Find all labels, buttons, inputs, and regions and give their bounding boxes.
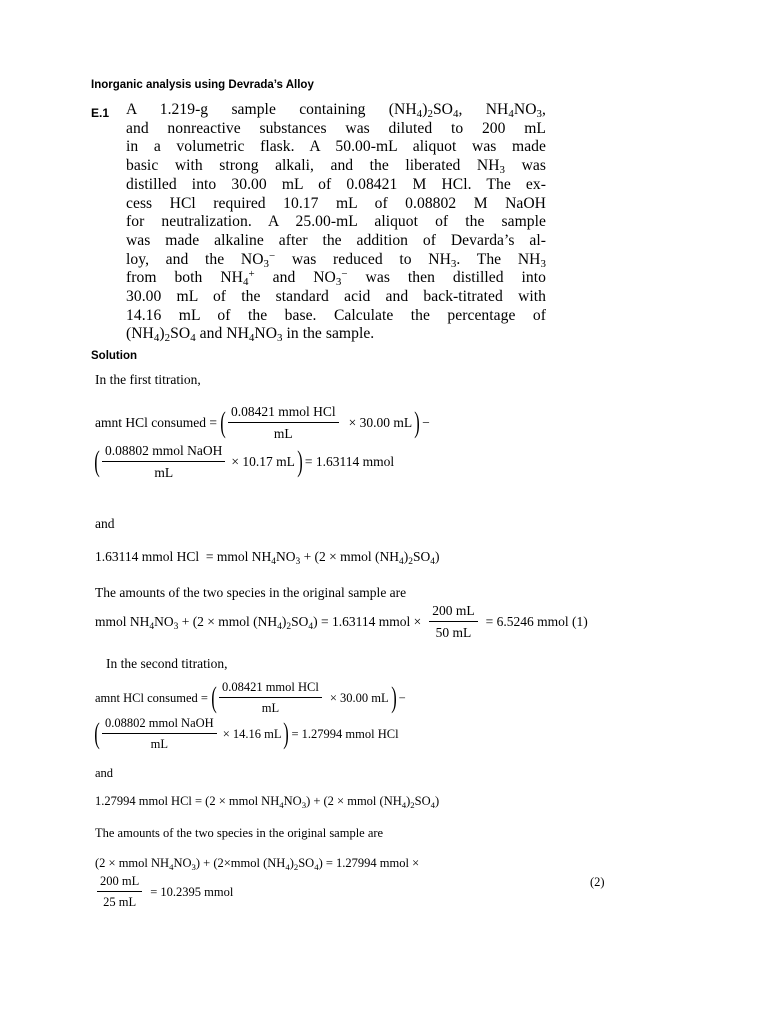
fraction-numerator: 0.08421 mmol HCl [228,404,339,423]
and-text: and [95,766,114,780]
fraction-numerator: 200 mL [97,874,142,892]
equation-result: = 6.5246 mmol (1) [485,614,588,629]
equation-result: = 10.2395 mmol [150,884,234,899]
first-amounts-equation [95,603,588,641]
problem-line: 30.00 mL of the standard acid and back-titrated with [126,288,546,306]
second-amounts-ratio [97,874,233,910]
fraction-numerator: 0.08421 mmol HCl [219,680,322,698]
equation-lhs: amnt HCl consumed = [95,690,208,705]
first-hcl-consumed-equation: amnt HCl consumed = ( $\frac{\text{0.08421 mmol HCl}}{mL}$ × 30.00 mL ) − [95,404,430,441]
problem-line: and nonreactive substances was diluted to 200 mL [126,119,546,137]
fraction-denominator: mL [150,737,169,751]
naoh-volume-term: × 10.17 mL [231,454,295,469]
hcl-volume-term: × 30.00 mL [329,690,389,705]
equation-result: = 1.63114 mmol [304,454,395,469]
problem-line: from both $NH_4^+$ and $NO_3^-$ was then distilled into [126,268,546,289]
second-naoh-term-equation: ( $\frac{\text{0.08802 mmol NaOH}}{mL}$ × 14.16 mL ) = 1.27994 mmol HCl [94,716,399,751]
problem-statement [126,101,546,344]
problem-line: distilled into 30.00 mL of 0.08421 M HCl. The ex- [126,175,546,193]
first-mole-balance-equation: 1.63114 mmol HCl = mmol $NH_4NO_3 + (2$ × mmol $(NH_4)_2SO_4$) [95,549,440,567]
volume-ratio-fraction [97,874,142,910]
minus-sign: − [422,415,430,430]
problem-line: in a volumetric flask. A 50.00-mL aliquot was made [126,138,546,156]
fraction-numerator: 0.08802 mmol NaOH [102,443,225,462]
fraction-denominator: 50 mL [435,625,472,640]
equation-number: (2) [590,875,605,889]
naoh-volume-term: × 14.16 mL [222,726,282,741]
second-titration-intro: In the second titration, [106,656,228,671]
hcl-volume-term: × 30.00 mL [348,415,413,430]
fraction-denominator: mL [273,426,293,441]
naoh-concentration-fraction [102,443,225,481]
document-heading: Inorganic analysis using Devrada’s Alloy [91,79,314,91]
second-hcl-consumed-equation: amnt HCl consumed = ( $\frac{\text{0.08421 mmol HCl}}{mL}$ × 30.00 mL ) − [95,680,406,715]
equation-result: = 1.27994 mmol HCl [291,726,399,741]
fraction-denominator: mL [154,465,174,480]
hcl-concentration-fraction [228,404,339,442]
fraction-denominator: mL [261,701,280,715]
naoh-concentration-fraction [102,716,217,752]
problem-line: loy, and the $NO_3^-$ was reduced to $NH_3$. The $NH_3$ [126,249,546,270]
and-text: and [95,516,115,531]
equation-lhs: amnt HCl consumed = [95,415,217,430]
second-mole-balance-equation: 1.27994 mmol HCl = (2 × mmol $NH_4NO_3) + (2$ × mmol $(NH_4)_2SO_4$) [95,794,440,810]
fraction-numerator: 0.08802 mmol NaOH [102,716,217,734]
problem-line: A 1.219-g sample containing $(NH_4)_2SO_4$, $NH_4NO_3$, [126,101,546,120]
problem-line: basic with strong alkali, and the liberated $NH_3$ was [126,157,546,177]
second-amounts-intro: The amounts of the two species in the original sample are [95,826,384,840]
equation-lhs: mmol $NH_4NO_3 + (2$ × mmol $(NH_4)_2SO_4) = 1.63114$ mmol × [95,614,422,632]
second-amounts-equation: (2 × mmol $NH_4NO_3$) + (2×mmol $(NH_4)_2SO_4) = 1.27994$ mmol × [95,856,420,872]
first-amounts-intro: The amounts of the two species in the original sample are [95,585,407,600]
fraction-numerator: 200 mL [429,603,477,622]
minus-sign: − [398,690,406,705]
problem-line: 14.16 mL of the base. Calculate the percentage of [126,306,546,324]
solution-label: Solution [91,350,137,362]
problem-line: was made alkaline after the addition of Devarda’s al- [126,231,546,249]
problem-label: E.1 [91,106,110,120]
fraction-denominator: 25 mL [103,895,137,909]
problem-line: $(NH_4)_2SO_4$ and $NH_4NO_3$ in the sample. [126,325,375,345]
hcl-concentration-fraction [219,680,322,716]
volume-ratio-fraction [429,603,477,641]
first-naoh-term-equation: ( $\frac{\text{0.08802 mmol NaOH}}{mL}$ × 10.17 mL ) = 1.63114 mmol [94,443,395,480]
problem-line: for neutralization. A 25.00-mL aliquot of the sample [126,213,546,231]
first-titration-intro: In the first titration, [95,372,201,387]
problem-line: cess HCl required 10.17 mL of 0.08802 M NaOH [126,194,546,212]
